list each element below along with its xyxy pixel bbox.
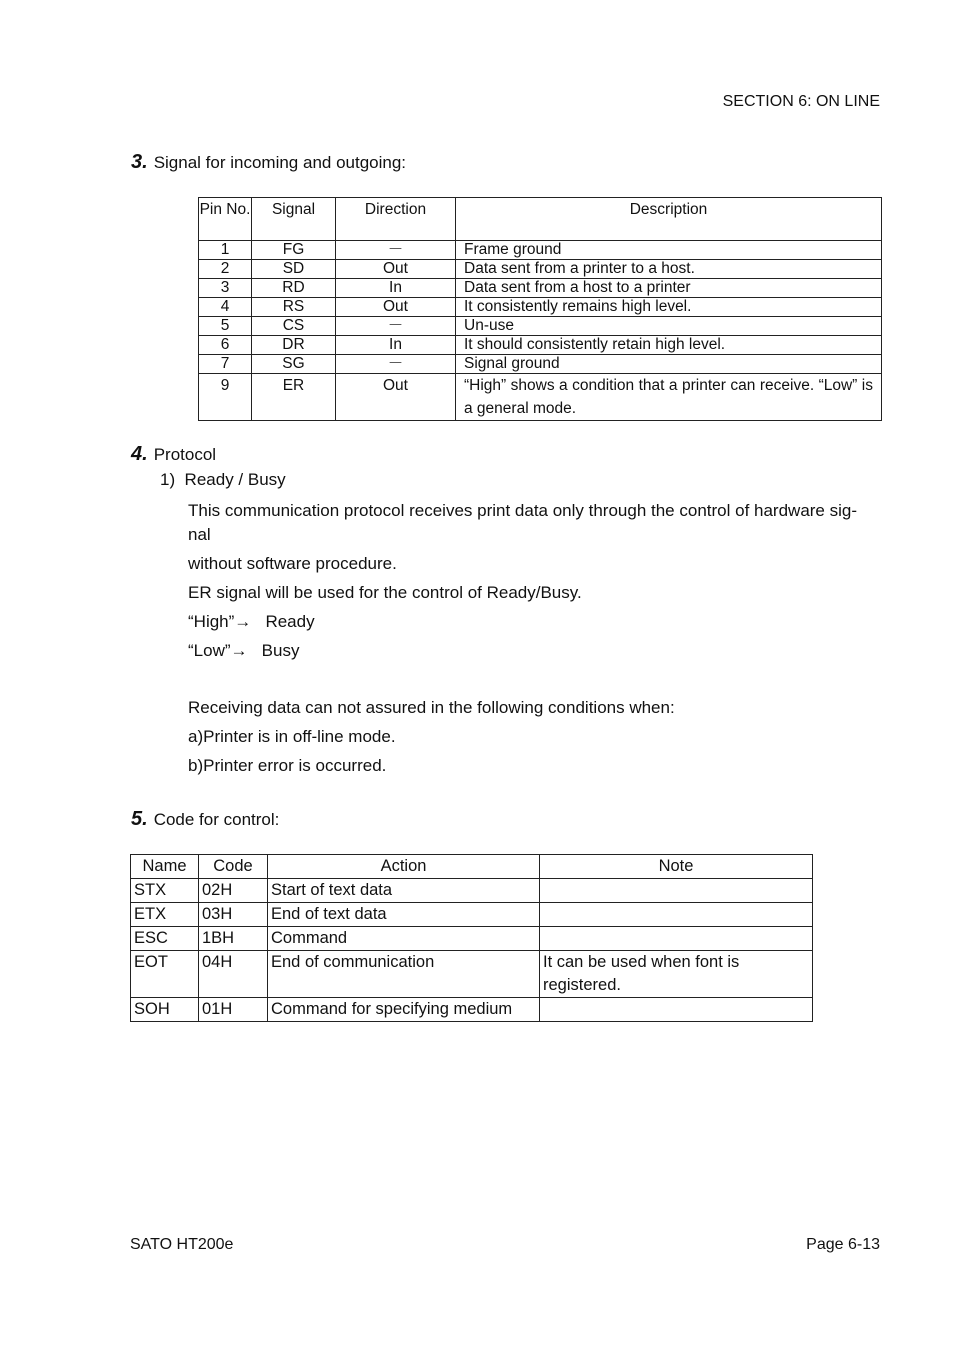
description-cell: It consistently remains high level. (456, 298, 882, 317)
protocol-line: ER signal will be used for the control of Ready/Busy. (188, 583, 582, 602)
section-5-heading (131, 808, 279, 831)
direction-cell: － (336, 355, 456, 374)
pin-cell: 1 (199, 241, 252, 260)
subsection-title: 1) Ready / Busy (160, 470, 286, 489)
section-number: 5. (131, 808, 148, 830)
table-row (131, 879, 813, 903)
code-cell: 01H (199, 998, 268, 1022)
header-pin-no: Pin No. (199, 198, 252, 241)
pin-cell: 9 (199, 374, 252, 421)
direction-cell: － (336, 241, 456, 260)
action-cell: Start of text data (268, 879, 540, 903)
pin-cell: 5 (199, 317, 252, 336)
pin-cell: 2 (199, 260, 252, 279)
table-row (199, 336, 882, 355)
pin-cell: 3 (199, 279, 252, 298)
table-row (199, 241, 882, 260)
description-cell: Signal ground (456, 355, 882, 374)
signal-cell: FG (252, 241, 336, 260)
pin-cell: 4 (199, 298, 252, 317)
action-cell: End of text data (268, 903, 540, 927)
section-3-heading (131, 151, 406, 174)
direction-cell: － (336, 317, 456, 336)
table-row (131, 951, 813, 998)
control-code-table (130, 854, 813, 1022)
table-row (199, 374, 882, 421)
table-row (131, 927, 813, 951)
header-description: Description (456, 198, 882, 241)
table-row (131, 998, 813, 1022)
description-cell: Data sent from a host to a printer (456, 279, 882, 298)
signal-cell: RS (252, 298, 336, 317)
signal-cell: ER (252, 374, 336, 421)
signal-cell: RD (252, 279, 336, 298)
name-cell: STX (131, 879, 199, 903)
protocol-line: a)Printer is in off-line mode. (188, 727, 396, 746)
table-row (199, 317, 882, 336)
name-cell: SOH (131, 998, 199, 1022)
description-cell: “High” shows a condition that a printer can receive. “Low” is a general mode. (456, 374, 882, 421)
description-cell: Un-use (456, 317, 882, 336)
direction-cell: Out (336, 260, 456, 279)
protocol-line: b)Printer error is occurred. (188, 756, 387, 775)
header-name: Name (131, 855, 199, 879)
table-row (199, 260, 882, 279)
header-action: Action (268, 855, 540, 879)
header-direction: Direction (336, 198, 456, 241)
direction-cell: In (336, 336, 456, 355)
header-note: Note (540, 855, 813, 879)
protocol-line: “High”→ Ready (188, 612, 315, 631)
action-cell: End of communication (268, 951, 540, 998)
description-cell: Frame ground (456, 241, 882, 260)
section-title: Protocol (153, 445, 217, 464)
description-cell: It should consistently retain high level. (456, 336, 882, 355)
pin-cell: 6 (199, 336, 252, 355)
note-cell (540, 903, 813, 927)
code-cell: 03H (199, 903, 268, 927)
section-title: Signal for incoming and outgoing: (153, 153, 407, 172)
section-4-heading (131, 443, 216, 466)
footer-product: SATO HT200e (130, 1236, 234, 1253)
section-number: 3. (131, 151, 148, 173)
code-cell: 1BH (199, 927, 268, 951)
description-cell: Data sent from a printer to a host. (456, 260, 882, 279)
signal-cell: DR (252, 336, 336, 355)
code-cell: 04H (199, 951, 268, 998)
note-cell: It can be used when font is registered. (540, 951, 813, 998)
footer-page-number: Page 6-13 (806, 1236, 880, 1253)
signal-cell: SD (252, 260, 336, 279)
table-row (199, 279, 882, 298)
table-header-row (131, 855, 813, 879)
running-header: SECTION 6: ON LINE (722, 93, 880, 110)
header-signal: Signal (252, 198, 336, 241)
note-cell (540, 998, 813, 1022)
code-cell: 02H (199, 879, 268, 903)
name-cell: ETX (131, 903, 199, 927)
table-row (131, 903, 813, 927)
section-title: Code for control: (153, 810, 280, 829)
name-cell: EOT (131, 951, 199, 998)
protocol-line: nal (188, 525, 211, 544)
section-number: 4. (131, 443, 148, 465)
direction-cell: Out (336, 374, 456, 421)
direction-cell: In (336, 279, 456, 298)
table-row (199, 355, 882, 374)
signal-cell: CS (252, 317, 336, 336)
protocol-line: without software procedure. (188, 554, 397, 573)
table-row (199, 298, 882, 317)
protocol-line: Receiving data can not assured in the following conditions when: (188, 698, 675, 717)
signal-table (198, 197, 882, 421)
action-cell: Command (268, 927, 540, 951)
header-code: Code (199, 855, 268, 879)
note-cell (540, 927, 813, 951)
direction-cell: Out (336, 298, 456, 317)
note-cell (540, 879, 813, 903)
name-cell: ESC (131, 927, 199, 951)
action-cell: Command for specifying medium (268, 998, 540, 1022)
protocol-line: This communication protocol receives print data only through the control of hardware sig- (188, 501, 858, 520)
signal-cell: SG (252, 355, 336, 374)
table-header-row (199, 198, 882, 241)
protocol-line: “Low”→ Busy (188, 641, 300, 660)
pin-cell: 7 (199, 355, 252, 374)
